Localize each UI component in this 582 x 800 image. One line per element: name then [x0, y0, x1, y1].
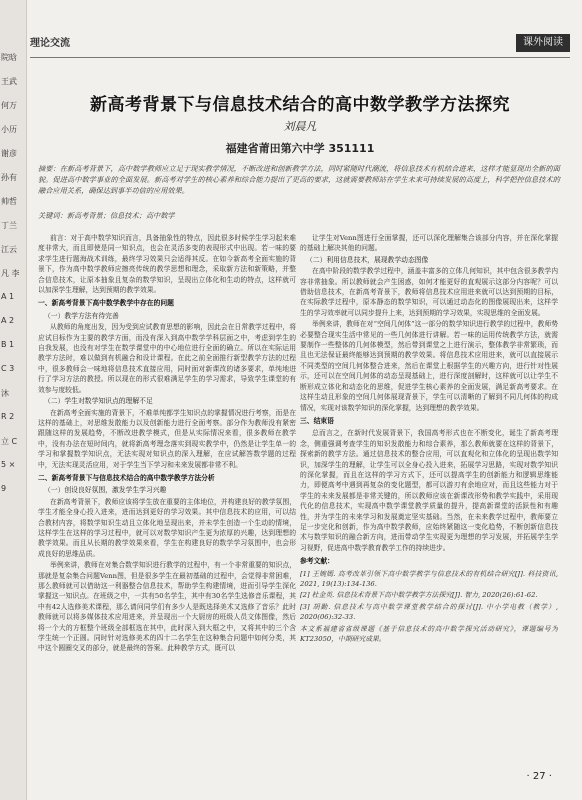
- strip-label: 孙有: [1, 173, 17, 182]
- keywords: 关键词：新高考背景；信息技术；高中数学: [38, 211, 175, 220]
- body-paragraph: 在新高考全面实施的背景下，不难单纯都学生知识点的掌握情况进行考察，而是在这样的基础上，对思维发散能力以及创新能力进行全面考察。部分作为教师没有紧密跟随这样的发展趋势，不断改进教学模式，但是从实际情况来看，很多教师在教学中，没有办法在短时间内，就将新高考理念落实到现实教学中，仍然是让学生单一的学习和掌握数学知识点，无法实现对知识点的深入理解，在应试解答数学题的过程中，无法实现灵活应用，对于学生当下学习和未来发展都非常不利。: [38, 408, 296, 469]
- strip-label: C 3: [1, 364, 15, 373]
- subsection-heading: （二）利用信息技术，展现教学动态图像: [306, 255, 429, 264]
- strip-label: 立 C: [1, 437, 18, 446]
- strip-label: B 1: [1, 340, 15, 349]
- strip-label: 凡 李: [1, 269, 20, 278]
- body-paragraph: 让学生对Venn图进行全面掌握，还可以深化理解集合该部分内容，并在深化掌握的基础上解决其他的问题。: [300, 234, 558, 253]
- author-affiliation: 福建省莆田第六中学 351111: [225, 142, 375, 155]
- body-column-right: [300, 233, 558, 778]
- header-rule: [30, 57, 570, 58]
- body-paragraph: 总而言之，在新时代发展背景下，我国高考形式也在不断变化，诞生了新高考理念，侧重强调考查学生的知识发散能力和综合素养，那么教师就要在这样的背景下，探索新的教学方法。通过信息技术的整合应用，可以直观化和立体化的呈现出数学知识，加深学生的理解，让学生可以全身心投入进来，拓展学习思路，实现对数学知识的深化掌握，而且在这样的学习方式下，还可以提高学生的创新能力和逻辑思维能力，即便高考中遇到再复杂的变化题型，都可以游刃有余地应对，而且这些能力对于学生的未来发展都是非常关键的，所以教师应该在新课改形势和教学实践中，采用现代化的信息技术，实现高中数学课堂教学质量的提升，提高新课堂的活跃性和有趣性，并为学生的未来学习和发展奠定坚实基础。当然，在未来教学过程中，教师要立足一步完化和创新，作为高中数学教师，应始终紧随这一变化趋势，不断创新信息技术与数学知识的融合新方向，进而带动学生实现更为理想的学习发展，并拓展学生学习视野，促进高中数学教育教学工作的持续进步。: [300, 429, 558, 552]
- reference-entry: [3] 胡勤. 信息技术与高中数学课堂教学结合的探讨[J]. 中小学电教（教学）, 2020(06):32-33.: [300, 602, 558, 622]
- abstract: 摘要：在新高考背景下，高中数学教师应立足于现实教学情况，不断改进和创新教学方法，同时紧随时代潮流，将信息技术有机结合进来，这样才能显现出全新的面貌。促进高中数学事业的全面发展。新高考对学生的核心素养和综合能力提出了更高的要求，这就需要教师站在学生未来可持续发展的高度上，科学把控信息技术的融合应用关系，确保达到事半功倍的应用效果。: [38, 164, 560, 195]
- reference-entry: 本文系福建省省级课题《基于信息技术的高中数学探究活动研究》，课题编号为KT23050，中期研究成果。: [300, 624, 558, 644]
- body-paragraph: 举例来讲，教师在对“空间几何体”这一部分的数学知识进行教学的过程中，教师势必要整合现实生活中常见的一些几何体进行讲解。若一味的运用传统教学方法，就需要制作一些整体的几何体模型，然后带到课堂之上进行演示，整体教学非常繁琐，而且也无法保证最终能够达到预期的教学效果。将信息技术应用进来，就可以直接展示不同类型的空间几何体整合进来，然后在课堂上根据学生的兴趣方向，进行针对性展示，还可以在空间几何体的动态呈现基础上，进行深度剖解时，这样就可以让学生不断形成立体化和动态化的思维，促进学生核心素养的全面发展，满足新高考要求。在这样生动且形象的空间几何体展现背景下，学生可以清晰的了解到不同几何体的构成情况，实现对该数学知识的深化掌握，达到理想的教学效果。: [300, 320, 558, 412]
- strip-label: 帅哲: [1, 197, 17, 206]
- body-paragraph: 从教师的角度出发，因为受到应试教育思想的影响，因此会在日常教学过程中，将应试目标作为主要的教学方面，而没有深入到高中数学学科层面之中，考虑到学生的自我发展，也没有对学生在数学课堂中的中心地位进行全面的确立。所以在实际运用教学方法时，难以做到有机融合和设计课程。在此之前全面推行新型教学方法的过程中，很多教师会一味地将信息技术直接应用，同时面对新课改的诸多要求，单纯地进行了学习方法的教授。所以现在的形式很难满足学生的学习需求，导致学生课堂的有效参与度较低。: [38, 323, 296, 394]
- page-header: [30, 34, 570, 54]
- adjacent-page-strip: [0, 0, 27, 800]
- strip-label: 小历: [1, 125, 17, 134]
- subsection-heading: （一）创设良好氛围，激发学生学习兴趣: [44, 486, 167, 495]
- section-heading: 一、新高考背景下高中数学教学中存在的问题: [38, 299, 174, 308]
- body-paragraph: 举例来讲，教师在对集合数学知识进行教学的过程中，有一个非常重要的知识点，那就是复杂集合问题Venn图，但是很多学生在最初基础的过程中，会觉得非常困难，那么教师就可以借助这一利器整合信息技术，帮助学生构建情境，进而引导学生深化掌握这一知识点。在班级之中，一共有50名学生，其中有30名学生选修音乐课程，其中有42人选修美术课程，那么请问同学们有多少人是既选择美术又选修了音乐？此时教师就可以将多媒体技术应用进来，并呈现出一个大厨房的班级人员文体图像，然后将一个大的方框整个班级全部框选在其中，此时深入到大框之中，又将其中的三个含学生统一个正圆。同时针对选修美术的四十二名学生在这种集合问题中如何分类，其中这个圆圈交叉的部分，就是最终的答案。此种教学方式，既可以: [38, 561, 296, 653]
- strip-label: 何万: [1, 101, 17, 110]
- reference-entry: [2] 杜金英. 信息技术背景下高中数学教学方法探究[J]. 智力, 2020(26):61-62.: [300, 591, 538, 600]
- strip-label: 王武: [1, 77, 17, 86]
- strip-label: 江云: [1, 245, 17, 254]
- body-paragraph: 在高中阶段的数学教学过程中，涵盖丰富多的立体几何知识，其中包含很多教学内容非常抽象。所以教师就会产生困惑，如何才能更好的直观展示这部分内容呢？可以借助信息技术，在新高考背景下，教师将信息技术应用进来就可以达到预期的目标，在实际教学过程中，原本静态的数学知识，可以通过动态化的图像展现出来，这样学生的学习效率就可以同步提升上来，达到预期的学习效果，实现思维的全面发展。: [300, 267, 558, 317]
- reference-entry: [1] 王婉嫣. 高考改革引领下高中数学教学与信息技术的有机结合研究[J]. 科技资讯, 2021, 19(13):134-136.: [300, 569, 558, 588]
- article-author: 刘晨凡: [283, 120, 317, 133]
- strip-label: 沐: [1, 389, 9, 398]
- strip-label: 5 ×: [1, 460, 16, 469]
- page-number: · 27 ·: [526, 771, 552, 782]
- strip-label: 院晗: [1, 53, 17, 62]
- article-title: 新高考背景下与信息技术结合的高中数学教学方法探究: [90, 95, 510, 115]
- subsection-heading: （二）学生对数学知识点的理解不足: [44, 397, 153, 406]
- body-paragraph: 在新高考背景下，教师应该将学生放在重要的主体地位，并构建良好的教学氛围，学生才能全身心投入进来，进而达到更好的学习效果。其中信息技术的应用，可以结合教材内容，将数学知识生动且立体化地呈现出来，并未学生创造一个生动的情境，这样学生在这样的学习过程中，就可以对数学知识产生更为浓厚的兴趣，达到理想的教学效果。而且从长期的教学效果来看，学生在构建良好的数学学习氛围中，也会形成良好的思维品质。: [38, 497, 296, 558]
- strip-label: 丁兰: [1, 221, 17, 230]
- section-label: 理论交流: [30, 38, 70, 49]
- column-tag: 课外阅读: [516, 34, 570, 52]
- section-heading: 三、结束语: [300, 416, 334, 425]
- strip-label: 谢彦: [1, 149, 17, 158]
- section-heading: 参考文献：: [300, 557, 334, 566]
- strip-label: A 2: [1, 316, 15, 325]
- body-column-left: [38, 233, 296, 778]
- body-paragraph: 前言：对于高中数学知识而言，具备抽象性的特点，因此很多时候学生学习起来难度非常大，而且即使是同一知识点，也会在灵活多变的表现形式中出现。若一味的要求学生进行题海战术训练，最终学习效果只会适得其反。在如今新高考全面实施的背景下，作为高中数学教师应擦亮传统的教学思想和理念，采取新方法和新策略，并整合信息技术，让原本抽象且复杂的数学知识，呈现出立体化和生动的特点，这样就可以加深学生理解，达到预期的教学效果。: [38, 234, 296, 295]
- strip-label: 9: [1, 484, 7, 493]
- strip-label: R 2: [1, 412, 15, 421]
- subsection-heading: （一）教学方法有待完善: [44, 311, 119, 320]
- strip-label: A 1: [1, 292, 15, 301]
- section-heading: 二、新高考背景下与信息技术结合的高中数学教学方法分析: [38, 473, 215, 482]
